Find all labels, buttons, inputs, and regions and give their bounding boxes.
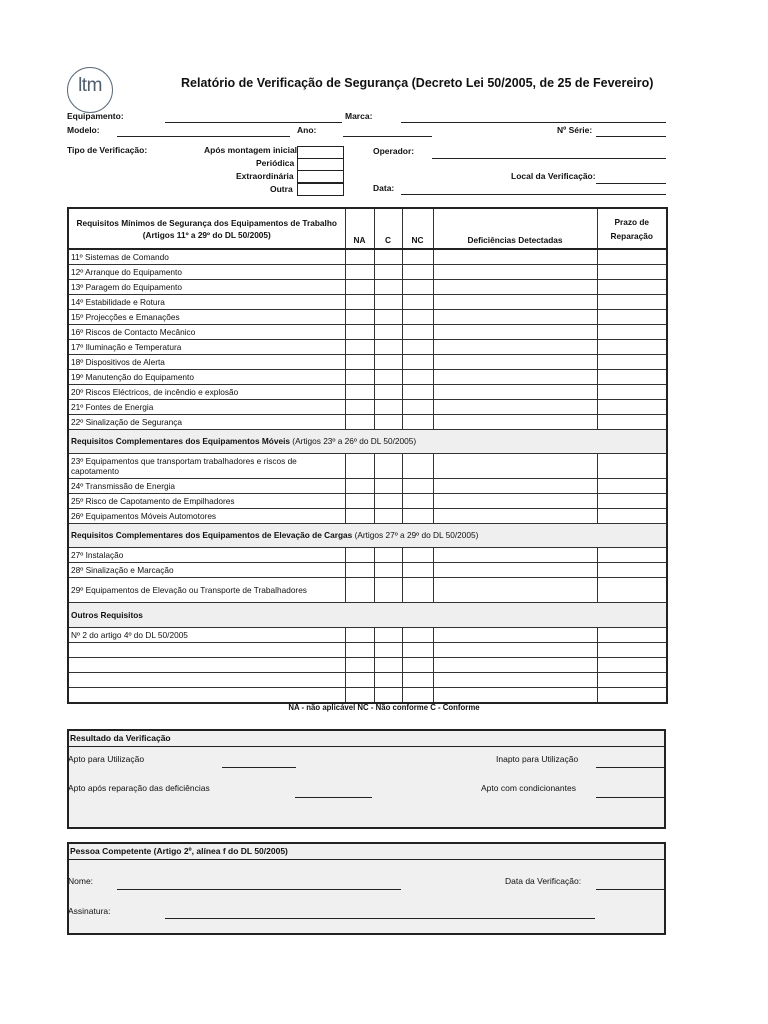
cell-prazo[interactable] bbox=[597, 340, 667, 355]
header-na: NA bbox=[345, 208, 374, 249]
row-label[interactable] bbox=[68, 643, 345, 658]
cell-deficiencias[interactable] bbox=[433, 454, 597, 479]
header-nc: NC bbox=[402, 208, 433, 249]
row-label: 23º Equipamentos que transportam trabalhadores e riscos de capotamento bbox=[68, 454, 345, 479]
cell-deficiencias[interactable] bbox=[433, 688, 597, 704]
cell-deficiencias[interactable] bbox=[433, 563, 597, 578]
cell-nc[interactable] bbox=[402, 295, 433, 310]
section-header-outros bbox=[68, 603, 667, 628]
table-row bbox=[68, 509, 667, 524]
cell-deficiencias[interactable] bbox=[433, 370, 597, 385]
serie-label: Nº Série: bbox=[557, 125, 593, 135]
cell-deficiencias[interactable] bbox=[433, 628, 597, 643]
cell-na[interactable] bbox=[345, 385, 374, 400]
data-field[interactable] bbox=[401, 194, 666, 195]
cell-na[interactable] bbox=[345, 643, 374, 658]
legend: NA - não aplicável NC - Não conforme C - Conforme bbox=[288, 703, 480, 712]
cell-nc[interactable] bbox=[402, 249, 433, 265]
data-label: Data: bbox=[373, 183, 395, 193]
cell-deficiencias[interactable] bbox=[433, 578, 597, 603]
cell-deficiencias[interactable] bbox=[433, 325, 597, 340]
pessoa-title-rest: (Artigo 2º, alínea f do DL 50/2005) bbox=[151, 846, 288, 856]
pessoa-title-bold: Pessoa Competente bbox=[70, 846, 152, 856]
cell-deficiencias[interactable] bbox=[433, 479, 597, 494]
row-label: 29º Equipamentos de Elevação ou Transporte de Trabalhadores bbox=[68, 578, 345, 603]
cell-nc[interactable] bbox=[402, 325, 433, 340]
local-label: Local da Verificação: bbox=[511, 171, 596, 181]
cell-nc[interactable] bbox=[402, 548, 433, 563]
cell-deficiencias[interactable] bbox=[433, 280, 597, 295]
cell-prazo[interactable] bbox=[597, 673, 667, 688]
cell-prazo[interactable] bbox=[597, 643, 667, 658]
cell-prazo[interactable] bbox=[597, 578, 667, 603]
cell-nc[interactable] bbox=[402, 643, 433, 658]
row-label: 28º Sinalização e Marcação bbox=[68, 563, 345, 578]
cell-c[interactable] bbox=[374, 340, 402, 355]
assinatura-field[interactable] bbox=[165, 918, 595, 919]
cell-prazo[interactable] bbox=[597, 265, 667, 280]
row-label: 16º Riscos de Contacto Mecânico bbox=[68, 325, 345, 340]
cell-prazo[interactable] bbox=[597, 509, 667, 524]
cell-prazo[interactable] bbox=[597, 400, 667, 415]
section3-subtitle: (Artigos 27º a 29º do DL 50/2005) bbox=[352, 530, 479, 541]
table-row bbox=[68, 400, 667, 415]
header-deficiencias: Deficiências Detectadas bbox=[433, 208, 597, 249]
section4-title: Outros Requisitos bbox=[68, 603, 667, 628]
serie-field[interactable] bbox=[596, 136, 666, 137]
table-row bbox=[68, 673, 667, 688]
cell-na[interactable] bbox=[345, 658, 374, 673]
cell-c[interactable] bbox=[374, 295, 402, 310]
cell-deficiencias[interactable] bbox=[433, 673, 597, 688]
equipamento-label: Equipamento: bbox=[67, 111, 124, 121]
apto-label: Apto para Utilização bbox=[68, 754, 145, 764]
table-row bbox=[68, 658, 667, 673]
apto-condicionantes-label: Apto com condicionantes bbox=[481, 783, 576, 793]
cell-deficiencias[interactable] bbox=[433, 385, 597, 400]
modelo-field[interactable] bbox=[117, 136, 290, 137]
table-row bbox=[68, 415, 667, 430]
cell-nc[interactable] bbox=[402, 688, 433, 704]
table-row bbox=[68, 355, 667, 370]
table-row bbox=[68, 454, 667, 479]
cell-deficiencias[interactable] bbox=[433, 295, 597, 310]
row-label: 17º Iluminação e Temperatura bbox=[68, 340, 345, 355]
row-label: 22º Sinalização de Segurança bbox=[68, 415, 345, 430]
company-logo bbox=[67, 67, 113, 113]
row-label: 25º Risco de Capotamento de Empilhadores bbox=[68, 494, 345, 509]
apto-field[interactable] bbox=[222, 767, 296, 768]
tipo-option-2: Periódica bbox=[256, 158, 295, 168]
ano-field[interactable] bbox=[343, 136, 432, 137]
cell-prazo[interactable] bbox=[597, 370, 667, 385]
row-label: Nº 2 do artigo 4º do DL 50/2005 bbox=[68, 628, 345, 643]
cell-c[interactable] bbox=[374, 563, 402, 578]
table-row bbox=[68, 280, 667, 295]
requirements-table bbox=[67, 207, 668, 704]
cell-na[interactable] bbox=[345, 310, 374, 325]
cell-deficiencias[interactable] bbox=[433, 509, 597, 524]
row-label: 12º Arranque do Equipamento bbox=[68, 265, 345, 280]
cell-deficiencias[interactable] bbox=[433, 400, 597, 415]
row-label: 21º Fontes de Energia bbox=[68, 400, 345, 415]
row-label: 13º Paragem do Equipamento bbox=[68, 280, 345, 295]
cell-prazo[interactable] bbox=[597, 479, 667, 494]
inapto-label: Inapto para Utilização bbox=[496, 754, 579, 764]
cell-na[interactable] bbox=[345, 325, 374, 340]
cell-c[interactable] bbox=[374, 673, 402, 688]
cell-deficiencias[interactable] bbox=[433, 310, 597, 325]
operador-label: Operador: bbox=[373, 146, 415, 156]
table-row bbox=[68, 295, 667, 310]
tipo-option-4: Outra bbox=[270, 184, 293, 194]
table-row bbox=[68, 249, 667, 265]
cell-c[interactable] bbox=[374, 509, 402, 524]
cell-prazo[interactable] bbox=[597, 385, 667, 400]
row-label: 27º Instalação bbox=[68, 548, 345, 563]
cell-nc[interactable] bbox=[402, 494, 433, 509]
cell-nc[interactable] bbox=[402, 400, 433, 415]
cell-deficiencias[interactable] bbox=[433, 494, 597, 509]
cell-nc[interactable] bbox=[402, 370, 433, 385]
apto-condicionantes-field[interactable] bbox=[596, 797, 666, 798]
nome-field[interactable] bbox=[117, 889, 401, 890]
table-row bbox=[68, 688, 667, 704]
cell-nc[interactable] bbox=[402, 340, 433, 355]
cell-prazo[interactable] bbox=[597, 355, 667, 370]
cell-na[interactable] bbox=[345, 494, 374, 509]
section2-subtitle: (Artigos 23º a 26º do DL 50/2005) bbox=[290, 436, 417, 447]
cell-prazo[interactable] bbox=[597, 310, 667, 325]
cell-na[interactable] bbox=[345, 454, 374, 479]
cell-prazo[interactable] bbox=[597, 563, 667, 578]
inapto-field[interactable] bbox=[596, 767, 666, 768]
cell-deficiencias[interactable] bbox=[433, 415, 597, 430]
table-row bbox=[68, 548, 667, 563]
ano-label: Ano: bbox=[297, 125, 317, 135]
section2-title: Requisitos Complementares dos Equipamentos Móveis bbox=[71, 436, 290, 447]
section-header-moveis bbox=[68, 430, 667, 454]
header-prazo: Prazo de Reparação bbox=[597, 208, 667, 249]
cell-c[interactable] bbox=[374, 658, 402, 673]
cell-c[interactable] bbox=[374, 643, 402, 658]
tipo-option-1: Após montagem inicial bbox=[204, 145, 298, 155]
cell-deficiencias[interactable] bbox=[433, 548, 597, 563]
cell-na[interactable] bbox=[345, 628, 374, 643]
cell-c[interactable] bbox=[374, 265, 402, 280]
cell-prazo[interactable] bbox=[597, 688, 667, 704]
cell-nc[interactable] bbox=[402, 280, 433, 295]
apto-reparacao-field[interactable] bbox=[295, 797, 372, 798]
cell-c[interactable] bbox=[374, 688, 402, 704]
equipamento-field[interactable] bbox=[165, 122, 342, 123]
cell-deficiencias[interactable] bbox=[433, 249, 597, 265]
cell-na[interactable] bbox=[345, 688, 374, 704]
pessoa-title bbox=[69, 844, 664, 860]
cell-deficiencias[interactable] bbox=[433, 265, 597, 280]
header-requirements: Requisitos Mínimos de Segurança dos Equipamentos de Trabalho (Artigos 11º a 29º do DL 50/2005) bbox=[68, 208, 345, 249]
operador-field[interactable] bbox=[432, 158, 666, 159]
cell-c[interactable] bbox=[374, 454, 402, 479]
cell-prazo[interactable] bbox=[597, 628, 667, 643]
tipo-option-3: Extraordinária bbox=[236, 171, 294, 181]
section-header-elevacao bbox=[68, 524, 667, 548]
cell-na[interactable] bbox=[345, 280, 374, 295]
cell-c[interactable] bbox=[374, 385, 402, 400]
row-label: 26º Equipamentos Móveis Automotores bbox=[68, 509, 345, 524]
cell-c[interactable] bbox=[374, 249, 402, 265]
table-row bbox=[68, 479, 667, 494]
cell-nc[interactable] bbox=[402, 509, 433, 524]
tipo-checkbox-4[interactable] bbox=[297, 183, 344, 196]
resultado-panel bbox=[67, 729, 666, 829]
cell-nc[interactable] bbox=[402, 563, 433, 578]
cell-nc[interactable] bbox=[402, 355, 433, 370]
cell-prazo[interactable] bbox=[597, 658, 667, 673]
cell-na[interactable] bbox=[345, 295, 374, 310]
marca-label: Marca: bbox=[345, 111, 373, 121]
cell-prazo[interactable] bbox=[597, 494, 667, 509]
cell-na[interactable] bbox=[345, 548, 374, 563]
cell-na[interactable] bbox=[345, 673, 374, 688]
table-row bbox=[68, 370, 667, 385]
cell-deficiencias[interactable] bbox=[433, 355, 597, 370]
cell-nc[interactable] bbox=[402, 385, 433, 400]
row-label: 11º Sistemas de Comando bbox=[68, 249, 345, 265]
header-c: C bbox=[374, 208, 402, 249]
table-header bbox=[68, 208, 667, 249]
row-label[interactable] bbox=[68, 658, 345, 673]
cell-na[interactable] bbox=[345, 400, 374, 415]
cell-deficiencias[interactable] bbox=[433, 340, 597, 355]
cell-na[interactable] bbox=[345, 563, 374, 578]
tipo-label: Tipo de Verificação: bbox=[67, 145, 148, 155]
cell-nc[interactable] bbox=[402, 479, 433, 494]
cell-na[interactable] bbox=[345, 340, 374, 355]
table-row bbox=[68, 310, 667, 325]
cell-c[interactable] bbox=[374, 578, 402, 603]
cell-nc[interactable] bbox=[402, 628, 433, 643]
cell-deficiencias[interactable] bbox=[433, 643, 597, 658]
cell-c[interactable] bbox=[374, 325, 402, 340]
cell-nc[interactable] bbox=[402, 454, 433, 479]
cell-nc[interactable] bbox=[402, 265, 433, 280]
cell-prazo[interactable] bbox=[597, 295, 667, 310]
cell-prazo[interactable] bbox=[597, 415, 667, 430]
cell-na[interactable] bbox=[345, 265, 374, 280]
cell-na[interactable] bbox=[345, 370, 374, 385]
table-row bbox=[68, 563, 667, 578]
row-label[interactable] bbox=[68, 673, 345, 688]
cell-prazo[interactable] bbox=[597, 280, 667, 295]
local-field[interactable] bbox=[596, 183, 666, 184]
cell-na[interactable] bbox=[345, 415, 374, 430]
nome-label: Nome: bbox=[68, 876, 94, 886]
table-row bbox=[68, 494, 667, 509]
row-label: 15º Projecções e Emanações bbox=[68, 310, 345, 325]
apto-reparacao-label: Apto após reparação das deficiências bbox=[68, 783, 210, 793]
resultado-title: Resultado da Verificação bbox=[69, 731, 664, 747]
cell-prazo[interactable] bbox=[597, 548, 667, 563]
cell-c[interactable] bbox=[374, 280, 402, 295]
row-label: 24º Transmissão de Energia bbox=[68, 479, 345, 494]
cell-c[interactable] bbox=[374, 628, 402, 643]
cell-c[interactable] bbox=[374, 548, 402, 563]
data-verificacao-label: Data da Verificação: bbox=[505, 876, 582, 886]
cell-nc[interactable] bbox=[402, 310, 433, 325]
cell-c[interactable] bbox=[374, 310, 402, 325]
cell-nc[interactable] bbox=[402, 578, 433, 603]
table-row bbox=[68, 643, 667, 658]
data-verificacao-field[interactable] bbox=[596, 889, 666, 890]
table-row bbox=[68, 325, 667, 340]
cell-prazo[interactable] bbox=[597, 454, 667, 479]
cell-na[interactable] bbox=[345, 509, 374, 524]
page-title: Relatório de Verificação de Segurança (Decreto Lei 50/2005, de 25 de Fevereiro) bbox=[181, 76, 654, 90]
cell-prazo[interactable] bbox=[597, 249, 667, 265]
table-row bbox=[68, 578, 667, 603]
cell-nc[interactable] bbox=[402, 658, 433, 673]
modelo-label: Modelo: bbox=[67, 125, 100, 135]
row-label: 19º Manutenção do Equipamento bbox=[68, 370, 345, 385]
cell-na[interactable] bbox=[345, 578, 374, 603]
tipo-checkbox-3[interactable] bbox=[297, 170, 344, 183]
cell-na[interactable] bbox=[345, 479, 374, 494]
cell-deficiencias[interactable] bbox=[433, 658, 597, 673]
cell-na[interactable] bbox=[345, 355, 374, 370]
assinatura-label: Assinatura: bbox=[68, 906, 111, 916]
cell-c[interactable] bbox=[374, 415, 402, 430]
table-row bbox=[68, 628, 667, 643]
cell-c[interactable] bbox=[374, 370, 402, 385]
cell-c[interactable] bbox=[374, 355, 402, 370]
cell-na[interactable] bbox=[345, 249, 374, 265]
table-row bbox=[68, 265, 667, 280]
section3-title: Requisitos Complementares dos Equipamentos de Elevação de Cargas bbox=[71, 530, 353, 541]
row-label: 14º Estabilidade e Rotura bbox=[68, 295, 345, 310]
marca-field[interactable] bbox=[401, 122, 666, 123]
cell-nc[interactable] bbox=[402, 415, 433, 430]
cell-c[interactable] bbox=[374, 479, 402, 494]
cell-c[interactable] bbox=[374, 494, 402, 509]
cell-nc[interactable] bbox=[402, 673, 433, 688]
row-label: 18º Dispositivos de Alerta bbox=[68, 355, 345, 370]
cell-c[interactable] bbox=[374, 400, 402, 415]
logo-text: ltm bbox=[78, 75, 102, 96]
table-row bbox=[68, 385, 667, 400]
row-label: 20º Riscos Eléctricos, de incêndio e explosão bbox=[68, 385, 345, 400]
row-label[interactable] bbox=[68, 688, 345, 704]
table-row bbox=[68, 340, 667, 355]
cell-prazo[interactable] bbox=[597, 325, 667, 340]
